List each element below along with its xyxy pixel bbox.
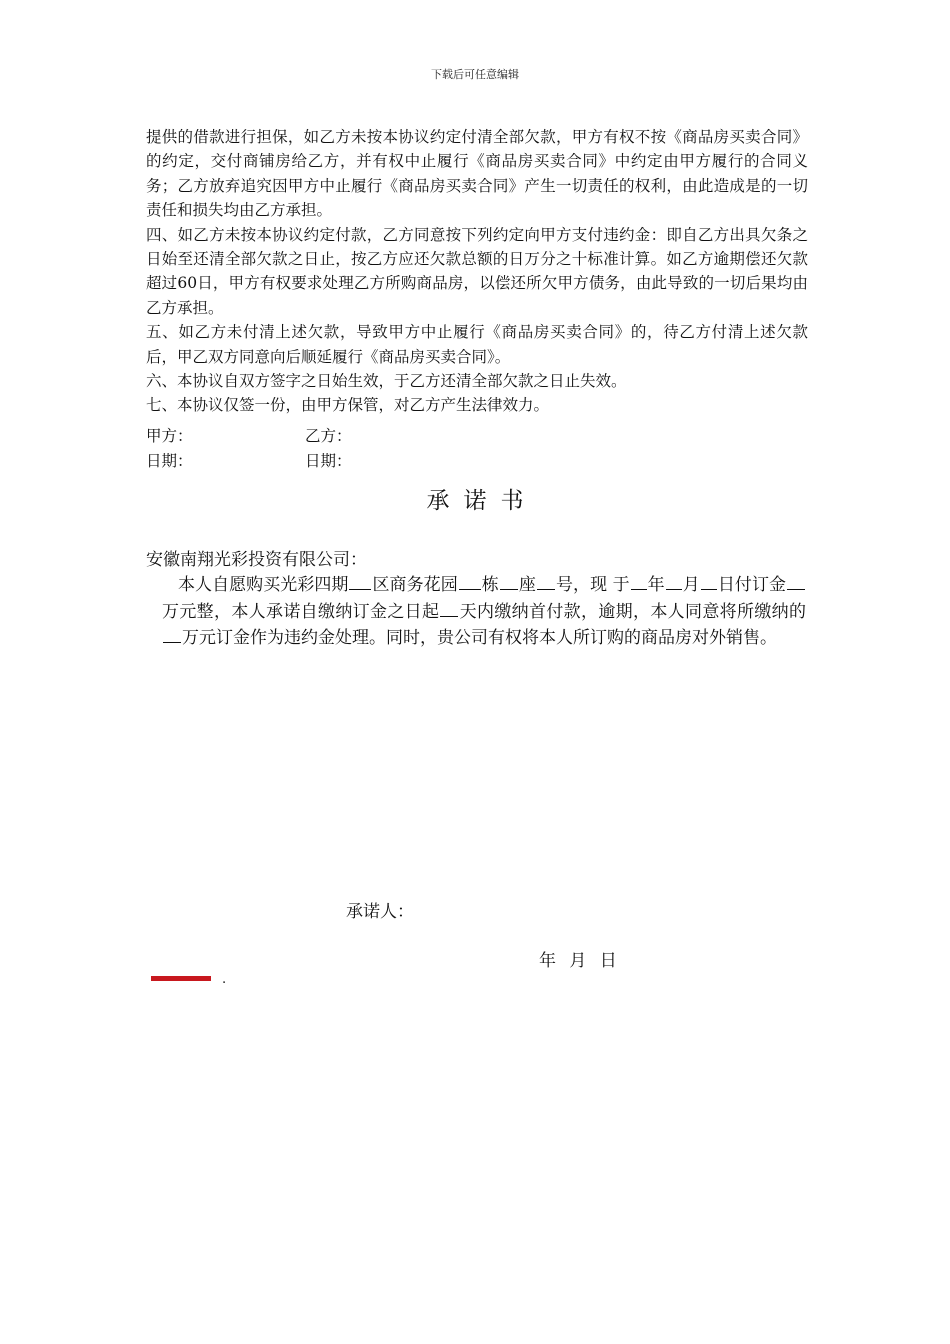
clause-seven: 七、本协议仅签一份，由甲方保管，对乙方产生法律效力。: [146, 396, 550, 415]
pledge-title: 承诺书: [426, 488, 538, 514]
blank-building: [459, 572, 481, 590]
pledge-addressee: 安徽南翔光彩投资有限公司：: [146, 550, 367, 570]
pledge-text: 月: [682, 575, 700, 595]
pledge-date-line: 年 月 日: [539, 951, 621, 971]
agreement-clauses: [146, 125, 808, 418]
red-accent-rule: [151, 976, 211, 981]
pledge-text: 号，现 于: [555, 575, 630, 595]
blank-month: [666, 572, 682, 590]
pledge-body: [162, 572, 806, 652]
pledge-text: 座: [518, 575, 536, 595]
pledger-label: 承诺人：: [346, 902, 414, 922]
blank-days: [440, 599, 458, 617]
blank-forfeit-amount: [163, 625, 181, 643]
clause-four: 四、如乙方未按本协议约定付款，乙方同意按下列约定向甲方支付违约金：即自乙方出具欠条之日始至还清全部欠款之日止，按乙方应还欠款总额的日万分之十标准计算。如乙方逾期偿还欠款超过60日，甲方有权要求处理乙方所购商品房，以偿还所欠甲方债务，由此导致的一切后果均由乙方承担。: [146, 225, 808, 317]
date-b-label: 日期：: [305, 452, 352, 470]
footer-mark: .: [222, 972, 227, 987]
header-note: 下载后可任意编辑: [431, 68, 519, 81]
blank-unit: [537, 572, 555, 590]
party-date-row: [146, 449, 352, 473]
clause-six: 六、本协议自双方签字之日始生效，于乙方还清全部欠款之日止失效。: [146, 372, 627, 391]
blank-year: [631, 572, 647, 590]
pledge-text: 万元整，本人承诺自缴纳订金之日起: [162, 601, 440, 622]
blank-deposit-amount: [787, 572, 805, 590]
blank-day: [701, 572, 717, 590]
date-a-label: 日期：: [146, 452, 193, 470]
party-signature-row: [146, 424, 352, 448]
blank-area: [349, 572, 371, 590]
pledge-text: 本人自愿购买光彩四期: [178, 575, 349, 595]
pledge-text: 日付订金: [717, 575, 787, 595]
pledge-text: 区商务花园: [372, 575, 458, 595]
blank-block: [500, 572, 518, 590]
party-b-label: 乙方：: [305, 427, 352, 445]
party-a-label: 甲方：: [146, 427, 193, 445]
clause-five: 五、如乙方未付清上述欠款，导致甲方中止履行《商品房买卖合同》的，待乙方付清上述欠款后，甲乙双方同意向后顺延履行《商品房买卖合同》。: [146, 323, 808, 366]
pledge-text: 天内缴纳首付款，逾期，本人同意将所缴纳的: [459, 601, 807, 622]
pledge-text: 栋: [481, 575, 499, 595]
pledge-text: 年: [647, 575, 665, 595]
pledge-text: 万元订金作为违约金处理。同时，贵公司有权将本人所订购的商品房对外销售。: [182, 628, 777, 648]
clause-continuation: 提供的借款进行担保，如乙方未按本协议约定付清全部欠款，甲方有权不按《商品房买卖合同》的约定，交付商铺房给乙方，并有权中止履行《商品房买卖合同》中约定由甲方履行的合同义务；乙方放弃追究因甲方中止履行《商品房买卖合同》产生一切责任的权利，由此造成是的一切责任和损失均由乙方承担。: [146, 128, 808, 220]
